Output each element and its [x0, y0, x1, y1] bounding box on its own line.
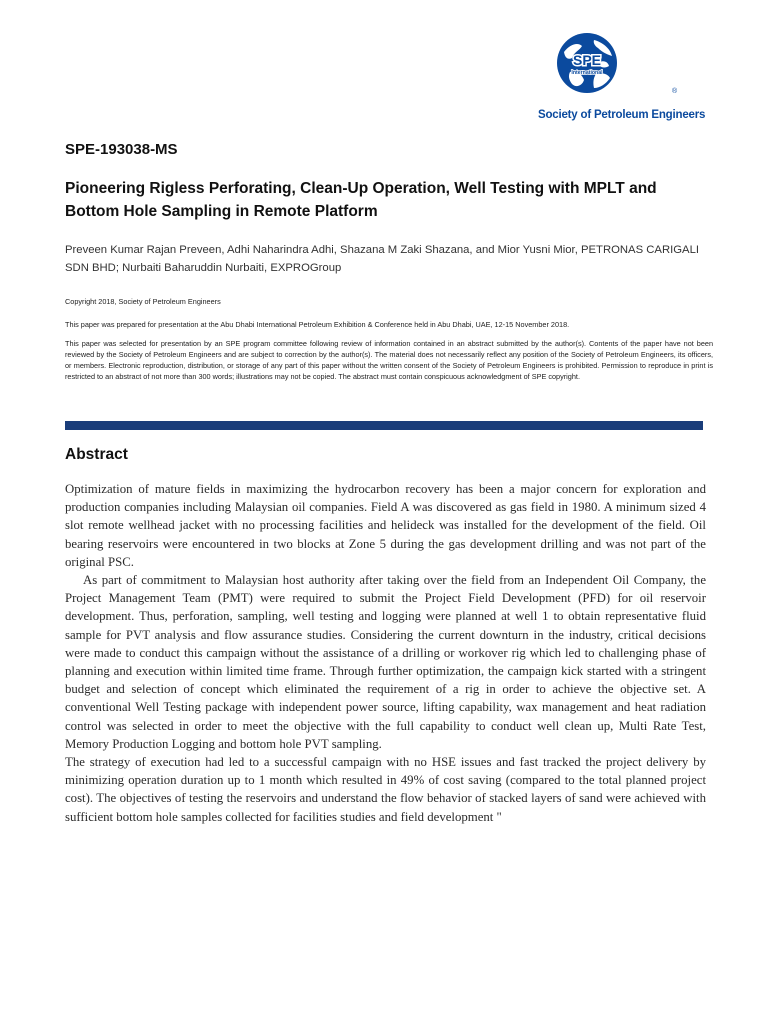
copyright-notice: Copyright 2018, Society of Petroleum Engineers [65, 297, 221, 306]
paper-title: Pioneering Rigless Perforating, Clean-Up Operation, Well Testing with MPLT and Bottom Hole Sampling in Remote Platform [65, 180, 657, 220]
abstract-paragraph: The strategy of execution had led to a successful campaign with no HSE issues and fast tracked the project delivery by minimizing operation duration up to 1 month which resulted in 49% of cost saving (compared to the total planned project cost). The objectives of testing the reservoirs and understand the flow behavior of stacked layers of sand were achieved with sufficient bottom hole samples collected for facilities studies and field development " [65, 755, 706, 824]
logo-badge-text: SPE [572, 52, 602, 68]
logo-tagline: Society of Petroleum Engineers [538, 109, 706, 121]
abstract-paragraph: Optimization of mature fields in maximizing the hydrocarbon recovery has been a major concern for exploration and production companies including Malaysian oil companies. Field A was discovered as gas field in 1980. A minimum sized 4 slot remote wellhead jacket with no processing facilities and helideck was installed for the development of the field. Oil bearing reservoirs were encountered in two blocks at Zone 5 during the gas development drilling and was not part of the original PSC. [65, 482, 706, 569]
spe-logo [538, 32, 704, 124]
globe-icon [556, 32, 618, 94]
selection-disclaimer: This paper was selected for presentation by an SPE program committee following review of information contained in an abstract submitted by the author(s). Contents of the paper have not been reviewed by the Society of Petroleum Engineers and are subject to correction by the author(s). The material does not necessarily reflect any position of the Society of Petroleum Engineers, its officers, or members. Electronic reproduction, distribution, or storage of any part of this paper without the written consent of the Society of Petroleum Engineers is prohibited. Permission to reproduce in print is restricted to an abstract of not more than 300 words; illustrations may not be copied. The abstract must contain conspicuous acknowledgment of SPE copyright. [65, 339, 713, 381]
section-divider-bar [65, 421, 703, 430]
abstract-heading: Abstract [65, 446, 128, 463]
registered-mark: ® [672, 88, 678, 95]
logo-badge-subtext: International [571, 70, 603, 76]
presentation-notice: This paper was prepared for presentation at the Abu Dhabi International Petroleum Exhibition & Conference held in Abu Dhabi, UAE, 12-15 November 2018. [65, 320, 570, 329]
abstract-paragraph: As part of commitment to Malaysian host authority after taking over the field from an Independent Oil Company, the Project Management Team (PMT) were required to submit the Project Field Development (PFD) for oil reservoir development. Thus, perforation, sampling, well testing and logging were planned at well 1 to obtain representative fluid sample for PVT analysis and flow assurance studies. Considering the current downturn in the industry, critical decisions were made to conduct this campaign without the assistance of a drilling or workover rig which led to challenging phase of planning and execution within limited time frame. Through further optimization, the campaign kick started with a stringent budget and selection of concept which eliminated the requirement of a rig in order to achieve the objective set. A conventional Well Testing package with independent power source, lifting capability, wax management and heat radiation control was selected in order to meet the objective with the full capability to conduct well clean up, Multi Rate Test, Memory Production Logging and bottom hole PVT sampling. [65, 573, 706, 751]
author-list: Preveen Kumar Rajan Preveen, Adhi Naharindra Adhi, Shazana M Zaki Shazana, and Mior Yusni Mior, PETRONAS CARIGALI SDN BHD; Nurbaiti Baharuddin Nurbaiti, EXPROGroup [65, 244, 699, 274]
abstract-body [65, 480, 706, 826]
paper-id: SPE-193038-MS [65, 141, 178, 158]
